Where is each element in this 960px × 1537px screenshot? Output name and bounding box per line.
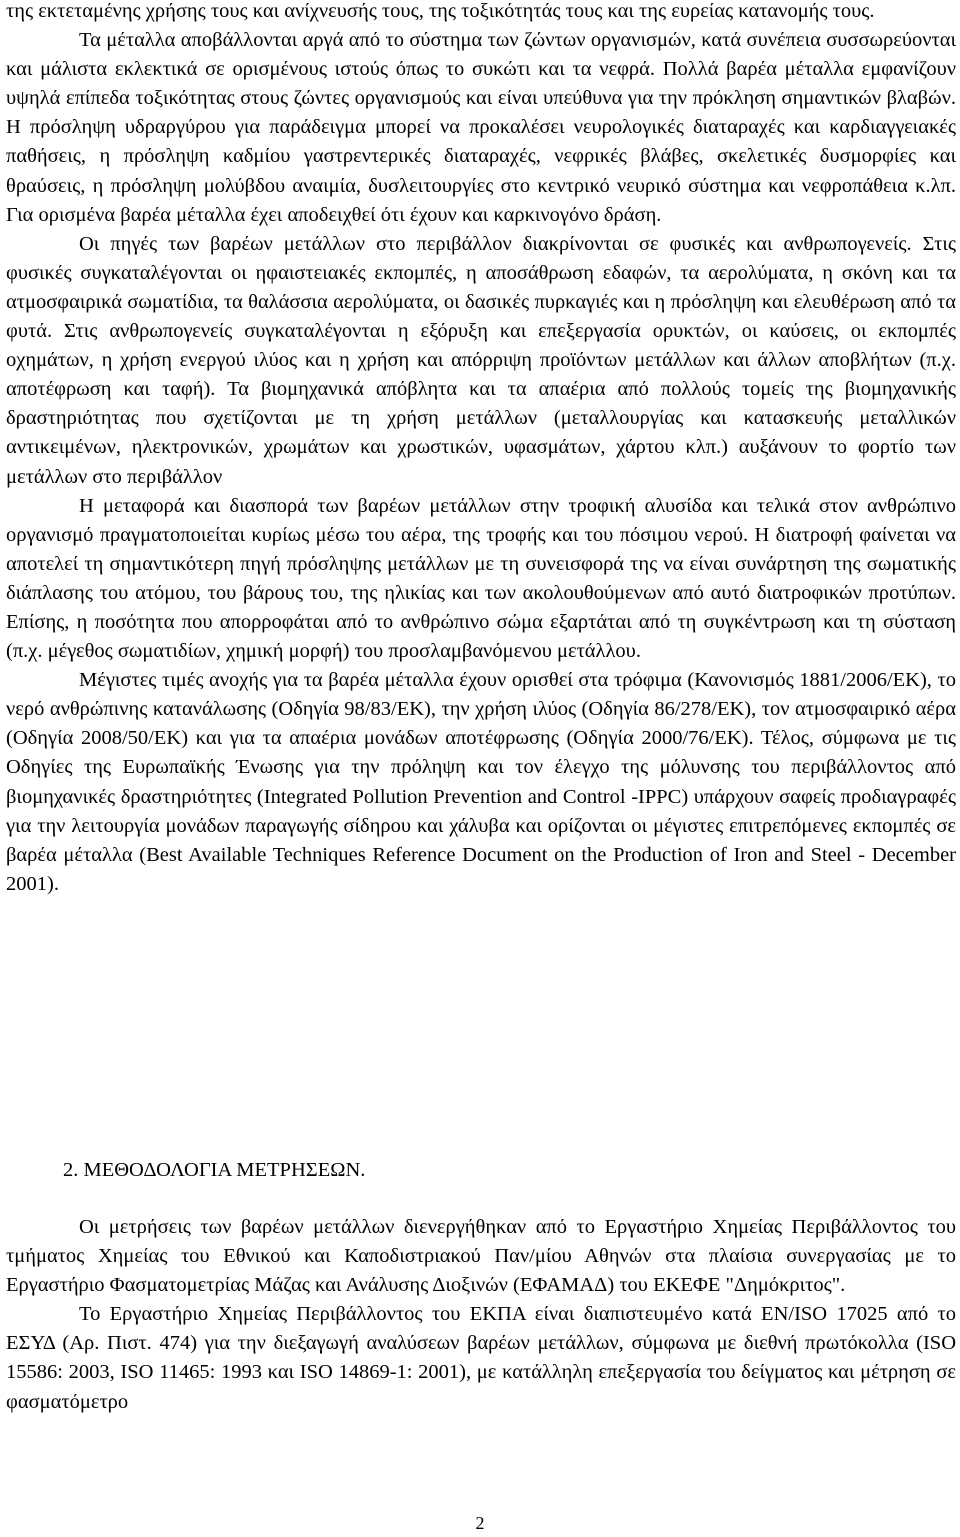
paragraph-continuation: της εκτεταμένης χρήσης τους και ανίχνευσής τους, της τοξικότητάς τους και της ευρείας κατανομής τους. xyxy=(6,0,875,22)
paragraph-measurements: Οι μετρήσεις των βαρέων μετάλλων διενεργήθηκαν από το Εργαστήριο Χημείας Περιβάλλοντος του τμήματος Χημείας του Εθνικού και Καποδιστριακού Παν/μίου Αθηνών στα πλαίσια συνεργασίας με το Εργαστήριο Φασματομετρίας Μάζας και Ανάλυσης Διοξινών (ΕΦΑΜΑΔ) του ΕΚΕΦΕ "Δημόκριτος". xyxy=(6,1216,956,1297)
paragraph-accreditation: Το Εργαστήριο Χημείας Περιβάλλοντος του ΕΚΠΑ είναι διαπιστευμένο κατά ΕΝ/ISO 17025 από το ΕΣΥΔ (Αρ. Πιστ. 474) για την διεξαγωγή αναλύσεων βαρέων μετάλλων, σύμφωνα με διεθνή πρωτόκολλα (ISO 15586: 2003, ISO 11465: 1993 και ISO 14869-1: 2001), με κατάλληλη επεξεργασία του δείγματος και μέτρηση σε φασματόμετρο xyxy=(6,1303,956,1413)
document-page xyxy=(6,0,956,1537)
paragraph-tolerance-limits: Μέγιστες τιμές ανοχής για τα βαρέα μέταλλα έχουν ορισθεί στα τρόφιμα (Κανονισμός 1881/2006/ΕΚ), το νερό ανθρώπινης κατανάλωσης (Οδηγία 98/83/ΕΚ), την χρήση ιλύος (Οδηγία 86/278/ΕΚ), τον ατμοσφαιρικό αέρα (Οδηγία 2008/50/ΕΚ) και για τα απαέρια μονάδων αποτέφρωσης (Οδηγία 2000/76/ΕΚ). Τέλος, σύμφωνα με τις Οδηγίες της Ευρωπαϊκής Ένωσης για την πρόληψη και τον έλεγχο της μόλυνσης του περιβάλλοντος από βιομηχανικές δραστηριότητες (Integrated Pollution Prevention and Control -IPPC) υπάρχουν σαφείς προδιαγραφές για την λειτουργία μονάδων παραγωγής σίδηρου και χάλυβα και ορίζονται οι μέγιστες επιτρεπόμενες εκπομπές σε βαρέα μέταλλα (Best Available Techniques Reference Document on the Production of Iron and Steel - December 2001). xyxy=(6,669,956,895)
paragraph-metal-sources: Οι πηγές των βαρέων μετάλλων στο περιβάλλον διακρίνονται σε φυσικές και ανθρωπογενείς. Στις φυσικές συγκαταλέγονται οι ηφαιστειακές εκπομπές, η αποσάθρωση εδαφών, τα αερολύματα, η σκόνη και τα ατμοσφαιρικά σωματίδια, τα θαλάσσια αερολύματα, οι δασικές πυρκαγιές και η πρόσληψη και ελευθέρωση από τα φυτά. Στις ανθρωπογενείς συγκαταλέγονται η εξόρυξη και επεξεργασία ορυκτών, οι καύσεις, οι εκπομπές οχημάτων, η χρήση ενεργού ιλύος και η χρήση και απόρριψη προϊόντων μετάλλων και άλλων αποβλήτων (π.χ. αποτέφρωση και ταφή). Τα βιομηχανικά απόβλητα και τα απαέρια από πολλούς τομείς της βιομηχανικής δραστηριότητας που σχετίζονται με τη χρήση μετάλλων (μεταλλουργίας και κατασκευής μεταλλικών αντικειμένων, ηλεκτρονικών, χρωμάτων και χρωστικών, υφασμάτων, χάρτου κλπ.) αυξάνουν το φορτίο των μετάλλων στο περιβάλλον xyxy=(6,232,956,488)
paragraph-metal-transfer: Η μεταφορά και διασπορά των βαρέων μετάλλων στην τροφική αλυσίδα και τελικά στον ανθρώπινο οργανισμό πραγματοποιείται κυρίως μέσω του αέρα, της τροφής και του πόσιμου νερού. Η διατροφή φαίνεται να αποτελεί τη σημαντικότερη πηγή πρόσληψης μετάλλων με τη συνεισφορά της να είναι συνάρτηση της σωματικής διάπλασης του ατόμου, του βάρους του, της ηλικίας και των ακολουθούμενων από αυτό διατροφικών προτύπων. Επίσης, η ποσότητα που απορροφάται από το ανθρώπινο σώμα εξαρτάται από τη συγκέντρωση και τη σύσταση (π.χ. μέγεθος σωματιδίων, χημική μορφή) του προσλαμβανόμενου μετάλλου. xyxy=(6,494,956,663)
section-1-body xyxy=(6,0,956,899)
paragraph-metals-accumulation: Τα μέταλλα αποβάλλονται αργά από το σύστημα των ζώντων οργανισμών, κατά συνέπεια συσσωρεύονται και μάλιστα εκλεκτικά σε ορισμένους ιστούς όπως το συκώτι και τα νεφρά. Πολλά βαρέα μέταλλα εμφανίζουν υψηλά επίπεδα τοξικότητας στους ζώντες οργανισμούς και είναι υπεύθυνα για την πρόκληση σημαντικών βλαβών. Η πρόσληψη υδραργύρου για παράδειγμα μπορεί να προκαλέσει νευρολογικές διαταραχές και καρδιαγγειακές παθήσεις, η πρόσληψη καδμίου γαστρεντερικές διαταραχές, νεφρικές βλάβες, σκελετικές δυσμορφίες και θραύσεις, η πρόσληψη μολύβδου αναιμία, δυσλειτουργίες στο κεντρικό νευρικό σύστημα και νεφροπάθεια κ.λπ. Για ορισμένα βαρέα μέταλλα έχει αποδειχθεί ότι έχουν και καρκινογόνο δράση. xyxy=(6,29,956,226)
section-heading: 2. ΜΕΘΟΔΟΛΟΓΙΑ ΜΕΤΡΗΣΕΩΝ. xyxy=(63,1159,366,1181)
page-number: 2 xyxy=(475,1513,485,1533)
section-2-body xyxy=(6,1213,956,1417)
